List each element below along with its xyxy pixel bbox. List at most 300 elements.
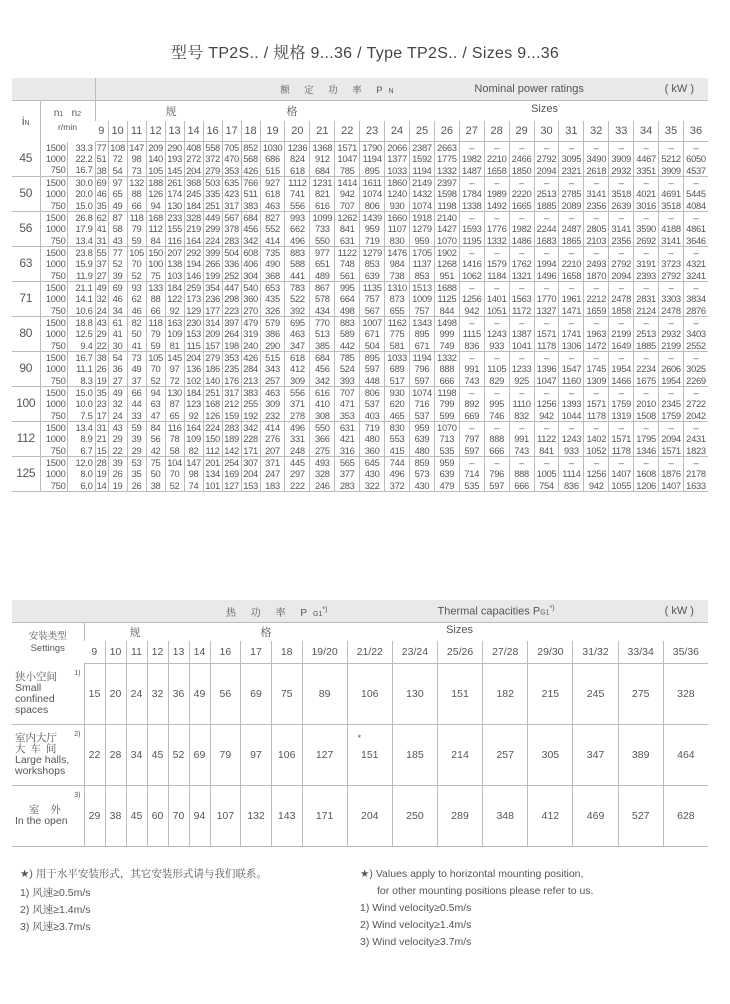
power-value: – — [618, 387, 624, 399]
thermal-size-header-1: 10 — [105, 641, 126, 664]
power-value: 829 — [489, 374, 505, 386]
output-speed-cell — [67, 282, 95, 317]
power-value: 371 — [290, 398, 305, 410]
power-value-cell — [584, 352, 609, 387]
power-value-cell — [310, 317, 335, 352]
power-value: – — [618, 457, 624, 469]
power-value: 49 — [112, 387, 123, 399]
power-value: 639 — [439, 468, 455, 480]
power-value: 101 — [205, 479, 220, 491]
power-value: 290 — [265, 339, 280, 351]
power-value: 1327 — [536, 304, 557, 316]
power-value: 645 — [364, 457, 380, 469]
power-value-cell — [360, 142, 385, 177]
power-value: 126 — [205, 409, 220, 421]
power-value-cell — [127, 317, 146, 352]
power-value: 686 — [265, 153, 280, 165]
power-value: 207 — [265, 444, 280, 456]
power-value: 1571 — [536, 328, 557, 340]
input-speed: 1000 — [45, 188, 66, 200]
power-value-cell — [165, 352, 184, 387]
power-value: – — [618, 247, 624, 259]
thermal-value: 127 — [315, 749, 334, 761]
thermal-value-cell — [437, 664, 482, 725]
power-value: 61 — [112, 317, 123, 329]
output-speed: 10.6 — [75, 304, 93, 316]
power-value: 1184 — [487, 269, 507, 281]
power-value: 232 — [265, 409, 280, 421]
power-value-cell — [484, 142, 509, 177]
power-value-cell — [285, 317, 310, 352]
power-value: 84 — [150, 422, 161, 434]
power-value: 430 — [414, 479, 430, 491]
power-value: – — [593, 142, 599, 154]
power-value-cell — [360, 352, 385, 387]
setting-label-en2: workshops — [15, 765, 66, 777]
power-value-cell — [659, 387, 684, 422]
power-value: 1107 — [387, 223, 407, 235]
power-value: 266 — [205, 258, 220, 270]
power-value: 255 — [243, 398, 258, 410]
power-value: 2792 — [536, 153, 557, 165]
power-value: 403 — [364, 409, 380, 421]
thermal-header-cn: 热 功 率 PG1*) — [226, 606, 328, 619]
power-value-cell — [165, 247, 184, 282]
power-value: 360 — [243, 293, 258, 305]
power-value: 824 — [290, 153, 305, 165]
spec-row — [12, 101, 708, 122]
power-value-cell — [609, 352, 634, 387]
power-value: 489 — [314, 269, 330, 281]
power-value: 251 — [205, 199, 220, 211]
power-value: 796 — [489, 468, 505, 480]
ratio-cell: 125 — [12, 457, 40, 492]
thermal-value: 29 — [88, 810, 101, 822]
power-value-cell — [335, 247, 360, 282]
thermal-value: 22 — [88, 749, 101, 761]
output-speed: 15.0 — [75, 199, 93, 211]
power-value: 77 — [96, 142, 107, 154]
power-value: 1611 — [362, 177, 382, 189]
power-value: 252 — [224, 269, 239, 281]
power-value-cell — [108, 282, 127, 317]
power-value: 347 — [290, 339, 305, 351]
power-value: 199 — [205, 269, 220, 281]
power-value: 1790 — [362, 142, 382, 154]
power-value-cell — [127, 352, 146, 387]
power-value: 22 — [112, 444, 123, 456]
power-value: 5212 — [661, 153, 681, 165]
power-value: 743 — [464, 374, 480, 386]
thermal-value-cell — [271, 664, 302, 725]
input-speed: 1000 — [45, 468, 66, 480]
power-value: 1795 — [636, 433, 656, 445]
size-header-25: 25 — [410, 121, 435, 142]
power-value: 867 — [314, 282, 330, 294]
power-value-cell — [222, 142, 241, 177]
thermal-size-header-8: 18 — [271, 641, 302, 664]
thermal-value: 45 — [130, 810, 143, 822]
thermal-value-cell — [302, 725, 347, 786]
power-value-cell — [683, 352, 708, 387]
power-value: 1492 — [486, 199, 507, 211]
power-value-cell — [509, 352, 534, 387]
power-value: 3241 — [686, 269, 706, 281]
power-value: 279 — [205, 352, 220, 364]
power-value: 1660 — [387, 212, 407, 224]
power-value: – — [494, 282, 500, 294]
power-value-cell — [559, 317, 584, 352]
power-value: 297 — [290, 468, 305, 480]
power-value: 4861 — [686, 223, 706, 235]
power-value: 707 — [339, 387, 355, 399]
power-value-cell — [459, 142, 484, 177]
power-value: 87 — [169, 398, 180, 410]
power-value: 1994 — [536, 258, 557, 270]
power-value: 257 — [265, 374, 280, 386]
power-value: 743 — [514, 444, 529, 456]
power-value-cell — [222, 352, 241, 387]
input-speed: 750 — [50, 234, 66, 246]
power-value-cell — [534, 317, 559, 352]
size-header-34: 34 — [634, 121, 659, 142]
thermal-value-cell — [302, 664, 347, 725]
thermal-value: 56 — [219, 688, 232, 700]
power-value: 32 — [112, 398, 123, 410]
power-value: 550 — [314, 234, 330, 246]
power-value: 39 — [131, 433, 142, 445]
power-value: 65 — [112, 188, 123, 200]
thermal-value: 52 — [172, 749, 185, 761]
power-value: 930 — [389, 387, 405, 399]
thermal-value: 143 — [277, 810, 296, 822]
power-value: 1571 — [586, 398, 607, 410]
output-speed: 16.7 — [75, 164, 93, 176]
input-speed: 750 — [50, 479, 66, 491]
power-value-cell — [184, 352, 203, 387]
power-value: – — [643, 177, 649, 189]
power-value: 1122 — [537, 433, 556, 445]
power-value: 3518 — [611, 188, 632, 200]
power-value-cell — [108, 352, 127, 387]
power-value-cell — [360, 317, 385, 352]
power-value-cell — [108, 177, 127, 212]
power-value: – — [643, 387, 649, 399]
power-value: 41 — [131, 339, 142, 351]
power-value: 284 — [243, 363, 258, 375]
ratio-cell: 112 — [12, 422, 40, 457]
power-value: 2066 — [387, 142, 407, 154]
power-value-cell — [222, 387, 241, 422]
output-speed: 20.0 — [75, 188, 93, 200]
power-value: 198 — [224, 339, 239, 351]
power-value-cell — [95, 247, 108, 282]
power-value: 142 — [224, 444, 239, 456]
power-value-cell — [310, 387, 335, 422]
thermal-value: 75 — [280, 688, 293, 700]
ratio-cell: 80 — [12, 317, 40, 352]
power-value-cell — [385, 317, 410, 352]
power-value: 2089 — [561, 199, 582, 211]
thermal-size-header-7: 17 — [241, 641, 272, 664]
power-value: 578 — [314, 293, 330, 305]
power-value: 36 — [112, 363, 123, 375]
thermal-value-cell — [528, 725, 573, 786]
power-value: – — [593, 422, 599, 434]
power-value: – — [668, 212, 674, 224]
power-value: 37 — [96, 258, 107, 270]
output-speed: 18.8 — [75, 317, 93, 329]
footnote-en-2: 2) Wind velocity≥1.4m/s — [360, 919, 472, 931]
power-value: 1414 — [337, 177, 358, 189]
power-value: 830 — [389, 234, 405, 246]
power-value: 1112 — [288, 177, 307, 189]
power-value: 104 — [167, 457, 182, 469]
power-value: 463 — [265, 387, 280, 399]
power-value: 246 — [314, 479, 330, 491]
power-value: 4084 — [686, 199, 706, 211]
thermal-value-cell — [573, 786, 618, 847]
power-value-cell — [634, 177, 659, 212]
footnote-en-star-1: ★) Values apply to horizontal mounting position, — [360, 868, 584, 880]
power-value-cell — [434, 352, 459, 387]
power-value: 479 — [243, 317, 258, 329]
power-value: 52 — [112, 258, 123, 270]
power-value: 669 — [464, 409, 480, 421]
power-value: 1309 — [586, 374, 607, 386]
power-value-cell — [559, 282, 584, 317]
power-value: 588 — [290, 258, 305, 270]
power-value: 1135 — [362, 282, 382, 294]
power-value-cell — [659, 457, 684, 492]
power-value: 1954 — [661, 374, 681, 386]
power-value-cell — [634, 422, 659, 457]
power-value: – — [494, 387, 500, 399]
setting-cell — [12, 786, 84, 847]
power-value-cell — [484, 212, 509, 247]
power-value-cell — [203, 387, 222, 422]
size-header-24: 24 — [385, 121, 410, 142]
power-value-cell — [683, 212, 708, 247]
power-value: 684 — [314, 352, 330, 364]
power-value-cell — [534, 457, 559, 492]
power-value: 888 — [439, 363, 455, 375]
thermal-value-cell — [84, 725, 105, 786]
power-value: 754 — [539, 479, 554, 491]
power-value: 1496 — [536, 269, 557, 281]
power-value-cell — [222, 457, 241, 492]
power-value: 2431 — [686, 433, 706, 445]
power-value: 1198 — [437, 387, 457, 399]
power-value: 2805 — [586, 223, 607, 235]
power-value: 430 — [364, 468, 380, 480]
thermal-row-0 — [12, 664, 708, 725]
power-value: 671 — [414, 339, 430, 351]
power-value: 54 — [112, 164, 123, 176]
power-value: 30 — [112, 339, 123, 351]
thermal-value: 151 — [451, 688, 469, 700]
thermal-row-1 — [12, 725, 708, 786]
power-value: – — [469, 352, 475, 364]
power-value: 1338 — [461, 199, 482, 211]
power-value: 984 — [389, 258, 405, 270]
power-value: 830 — [389, 422, 405, 434]
power-value-cell — [534, 212, 559, 247]
power-value-cell — [127, 282, 146, 317]
power-value: – — [593, 282, 599, 294]
thermal-value: 348 — [496, 810, 514, 822]
power-value: 414 — [265, 422, 280, 434]
thermal-value: 305 — [541, 749, 560, 761]
power-value: 98 — [188, 468, 199, 480]
power-value: – — [469, 212, 475, 224]
power-value-cell — [634, 212, 659, 247]
footnote-cn-2: 2) 风速≥1.4m/s — [20, 904, 91, 916]
power-value-cell — [335, 387, 360, 422]
power-value: 233 — [167, 212, 182, 224]
power-value: 995 — [339, 282, 355, 294]
power-value: 140 — [205, 374, 220, 386]
thermal-value: 97 — [250, 749, 262, 761]
power-value: 806 — [364, 387, 380, 399]
power-value: 942 — [588, 479, 604, 491]
power-value: 283 — [224, 234, 239, 246]
thermal-value: 15 — [88, 688, 101, 700]
power-value: 496 — [389, 468, 405, 480]
power-value: 88 — [150, 293, 161, 305]
power-value-cell — [659, 317, 684, 352]
power-value: – — [544, 422, 549, 434]
power-value: 2831 — [636, 293, 656, 305]
power-table-header — [12, 78, 708, 101]
power-value: 2124 — [636, 304, 656, 316]
power-value: 2663 — [437, 142, 457, 154]
power-value: 426 — [243, 164, 258, 176]
thermal-value: 185 — [406, 749, 424, 761]
power-value: 1387 — [511, 328, 532, 340]
power-value-cell — [584, 282, 609, 317]
power-value: 66 — [131, 387, 142, 399]
power-value: – — [544, 247, 549, 259]
power-value: – — [544, 212, 549, 224]
input-speed: 1500 — [45, 387, 66, 399]
power-value: 933 — [564, 444, 579, 456]
power-value: 29 — [131, 444, 142, 456]
power-value: 1041 — [511, 339, 532, 351]
power-value: 1823 — [686, 444, 706, 456]
power-value: 235 — [224, 363, 239, 375]
power-value: 177 — [205, 304, 220, 316]
power-value: 73 — [131, 352, 142, 364]
power-value: 1688 — [437, 282, 457, 294]
power-value: 1279 — [362, 247, 382, 259]
power-value-cell — [165, 177, 184, 212]
thermal-value-cell — [241, 725, 272, 786]
power-value: 435 — [265, 293, 280, 305]
power-value: 449 — [205, 212, 220, 224]
power-value: – — [568, 212, 574, 224]
power-row-50 — [12, 177, 708, 212]
power-value: 116 — [167, 234, 182, 246]
thermal-value-cell — [241, 664, 272, 725]
power-value: 23 — [96, 398, 107, 410]
power-value: 1476 — [387, 247, 407, 259]
power-value: 82 — [131, 317, 142, 329]
power-value: 59 — [150, 339, 161, 351]
power-value-cell — [559, 422, 584, 457]
power-value: 224 — [205, 234, 220, 246]
power-value: 2387 — [412, 142, 432, 154]
power-value: 2210 — [561, 258, 582, 270]
power-value-cell — [410, 317, 435, 352]
power-value: 173 — [186, 293, 201, 305]
power-value: 47 — [150, 409, 161, 421]
power-value-cell — [108, 212, 127, 247]
power-value: 2785 — [561, 188, 582, 200]
thermal-value-cell — [271, 786, 302, 847]
power-value: – — [519, 352, 525, 364]
power-value: 92 — [169, 304, 180, 316]
ratio-cell: 90 — [12, 352, 40, 387]
power-value: – — [568, 282, 574, 294]
power-value: 775 — [389, 328, 405, 340]
size-header-19: 19 — [260, 121, 285, 142]
power-value: 1110 — [512, 398, 531, 410]
thermal-value-cell — [663, 786, 708, 847]
power-value-cell — [459, 387, 484, 422]
power-value: 278 — [290, 409, 305, 421]
power-value-cell — [634, 457, 659, 492]
power-value-cell — [241, 247, 260, 282]
output-speed: 6.0 — [80, 479, 93, 491]
power-value: 2042 — [686, 409, 706, 421]
power-value-cell — [434, 317, 459, 352]
power-value: 283 — [224, 422, 239, 434]
input-speed: 750 — [50, 164, 66, 176]
power-value: 537 — [364, 398, 380, 410]
power-value: 1401 — [486, 293, 507, 305]
power-value: 797 — [464, 433, 480, 445]
power-value: 653 — [265, 282, 280, 294]
power-value: 859 — [414, 457, 430, 469]
power-value: 157 — [205, 339, 220, 351]
output-speed: 11.9 — [76, 269, 93, 281]
power-value-cell — [108, 422, 127, 457]
power-value: 52 — [150, 374, 161, 386]
power-value: 236 — [205, 293, 220, 305]
power-value: 223 — [224, 304, 239, 316]
power-value-cell — [260, 457, 285, 492]
power-value: 77 — [112, 247, 123, 259]
power-value: 292 — [186, 247, 201, 259]
power-value: 33 — [131, 409, 142, 421]
power-value: 1659 — [586, 304, 607, 316]
power-value: 147 — [129, 142, 144, 154]
power-value: 134 — [205, 468, 220, 480]
power-value-cell — [146, 352, 165, 387]
power-value-cell — [559, 247, 584, 282]
power-value-cell — [146, 387, 165, 422]
power-value-cell — [509, 317, 534, 352]
power-value: 130 — [167, 199, 182, 211]
thermal-value-cell — [437, 786, 482, 847]
power-value: 126 — [148, 188, 163, 200]
power-value: 479 — [439, 479, 455, 491]
power-value: 50 — [150, 468, 161, 480]
power-value-cell — [184, 317, 203, 352]
power-value: 639 — [414, 433, 430, 445]
thermal-value: 36 — [172, 688, 185, 700]
